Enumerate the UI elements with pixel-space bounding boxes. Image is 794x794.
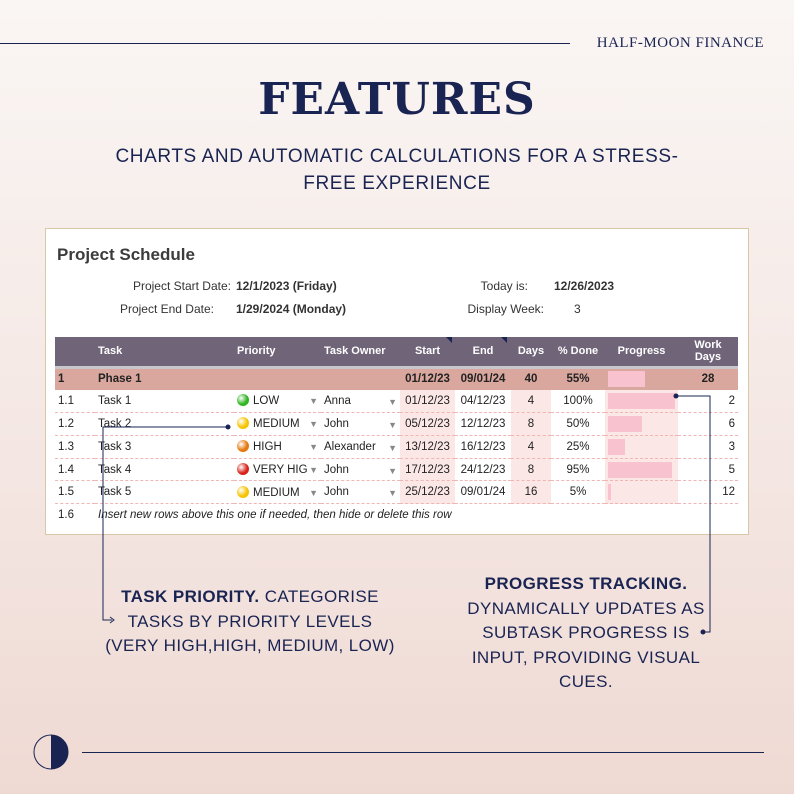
task-name[interactable]: Task 4 xyxy=(95,458,234,481)
today-label: Today is: xyxy=(480,279,528,293)
row-id: 1.5 xyxy=(55,481,95,504)
start-date-cell[interactable]: 05/12/23 xyxy=(400,413,455,436)
header-done: % Done xyxy=(551,337,605,367)
display-week-label: Display Week: xyxy=(467,302,544,316)
done-cell[interactable]: 95% xyxy=(551,458,605,481)
task-priority-text: CATEGORISE TASKS BY PRIORITY LEVELS (VERY HIGH,HIGH, MEDIUM, LOW) xyxy=(105,587,395,655)
start-date-cell[interactable]: 01/12/23 xyxy=(400,390,455,413)
dropdown-arrow-icon[interactable]: ▼ xyxy=(309,419,318,430)
note-text: Insert new rows above this one if needed, then hide or delete this row xyxy=(98,509,452,522)
days-cell: 16 xyxy=(511,481,551,504)
phase-done: 55% xyxy=(551,367,605,390)
bottom-divider xyxy=(82,752,764,753)
end-date-value: 1/29/2024 (Monday) xyxy=(236,302,347,316)
row-id: 1.6 xyxy=(58,509,74,522)
row-id: 1.2 xyxy=(55,413,95,436)
phase-id: 1 xyxy=(55,367,95,390)
header-days: Days xyxy=(511,337,551,367)
start-date-cell[interactable]: 25/12/23 xyxy=(400,481,455,504)
priority-label: LOW xyxy=(253,395,280,408)
priority-label: MEDIUM xyxy=(253,486,300,499)
done-cell[interactable]: 100% xyxy=(551,390,605,413)
progress-tracking-text: DYNAMICALLY UPDATES AS SUBTASK PROGRESS IS INPUT, PROVIDING VISUAL CUES. xyxy=(467,598,705,691)
dropdown-arrow-icon[interactable]: ▼ xyxy=(388,396,397,407)
connector-dot-icon xyxy=(674,394,679,399)
header-progress: Progress xyxy=(605,337,678,367)
dropdown-arrow-icon[interactable]: ▼ xyxy=(388,442,397,453)
priority-label: VERY HIG xyxy=(253,464,308,477)
progress-tracking-heading: PROGRESS TRACKING. xyxy=(484,574,688,593)
task-name[interactable]: Task 1 xyxy=(95,390,234,413)
brand-name: HALF-MOON FINANCE xyxy=(596,35,764,51)
start-date-cell[interactable]: 13/12/23 xyxy=(400,435,455,458)
start-date-value[interactable]: 12/1/2023 (Friday) xyxy=(236,279,337,293)
phase-end: 09/01/24 xyxy=(455,367,511,390)
phase-days: 40 xyxy=(511,367,551,390)
end-date-cell[interactable]: 12/12/23 xyxy=(455,413,511,436)
row-id: 1.1 xyxy=(55,390,95,413)
owner-label: John xyxy=(324,417,349,430)
header-task: Task xyxy=(95,337,234,367)
end-date-cell[interactable]: 04/12/23 xyxy=(455,390,511,413)
work-days-cell: 5 xyxy=(678,458,738,481)
end-date-cell[interactable]: 16/12/23 xyxy=(455,435,511,458)
dropdown-arrow-icon[interactable]: ▼ xyxy=(388,419,397,430)
header-work-days: Work Days xyxy=(678,337,738,367)
days-cell: 4 xyxy=(511,435,551,458)
display-week-value[interactable]: 3 xyxy=(574,302,581,316)
dropdown-arrow-icon[interactable]: ▼ xyxy=(309,442,318,453)
page-subtitle: CHARTS AND AUTOMATIC CALCULATIONS FOR A STRESS-FREE EXPERIENCE xyxy=(115,146,679,194)
owner-label: Alexander xyxy=(324,440,376,453)
header-end: End xyxy=(455,337,511,367)
task-name[interactable]: Task 3 xyxy=(95,435,234,458)
connector-dot-icon xyxy=(226,425,231,430)
task-priority-callout xyxy=(100,585,400,659)
work-days-cell: 12 xyxy=(678,481,738,504)
dropdown-arrow-icon[interactable]: ▼ xyxy=(309,465,318,476)
end-date-cell[interactable]: 09/01/24 xyxy=(455,481,511,504)
start-date-cell[interactable]: 17/12/23 xyxy=(400,458,455,481)
priority-label: HIGH xyxy=(253,441,282,454)
header-owner: Task Owner xyxy=(321,337,400,367)
phase-work-days: 28 xyxy=(678,367,738,390)
end-date-cell[interactable]: 24/12/23 xyxy=(455,458,511,481)
half-moon-logo-icon xyxy=(33,733,69,771)
task-name[interactable]: Task 2 xyxy=(95,413,234,436)
today-value: 12/26/2023 xyxy=(554,279,615,293)
done-cell[interactable]: 5% xyxy=(551,481,605,504)
header-start: Start xyxy=(400,337,455,367)
task-priority-heading: TASK PRIORITY. xyxy=(121,587,260,606)
days-cell: 8 xyxy=(511,413,551,436)
start-date-label: Project Start Date: xyxy=(132,279,231,293)
row-id: 1.3 xyxy=(55,435,95,458)
sheet-title: Project Schedule xyxy=(57,245,195,264)
owner-label: John xyxy=(324,463,349,476)
progress-tracking-callout xyxy=(455,572,717,695)
priority-label: MEDIUM xyxy=(253,418,300,431)
end-date-label: Project End Date: xyxy=(119,302,214,316)
days-cell: 8 xyxy=(511,458,551,481)
done-cell[interactable]: 50% xyxy=(551,413,605,436)
dropdown-arrow-icon[interactable]: ▼ xyxy=(309,396,318,407)
work-days-cell: 2 xyxy=(678,390,738,413)
owner-label: Anna xyxy=(324,394,351,407)
days-cell: 4 xyxy=(511,390,551,413)
owner-label: John xyxy=(324,486,349,499)
dropdown-arrow-icon[interactable]: ▼ xyxy=(388,488,397,499)
done-cell[interactable]: 25% xyxy=(551,435,605,458)
phase-task[interactable]: Phase 1 xyxy=(95,367,234,390)
row-id: 1.4 xyxy=(55,458,95,481)
phase-start: 01/12/23 xyxy=(400,367,455,390)
page-title: FEATURES xyxy=(258,74,536,125)
dropdown-arrow-icon[interactable]: ▼ xyxy=(388,465,397,476)
header-priority: Priority xyxy=(234,337,321,367)
dropdown-arrow-icon[interactable]: ▼ xyxy=(309,487,318,498)
task-name[interactable]: Task 5 xyxy=(95,481,234,504)
work-days-cell: 6 xyxy=(678,413,738,436)
work-days-cell: 3 xyxy=(678,435,738,458)
